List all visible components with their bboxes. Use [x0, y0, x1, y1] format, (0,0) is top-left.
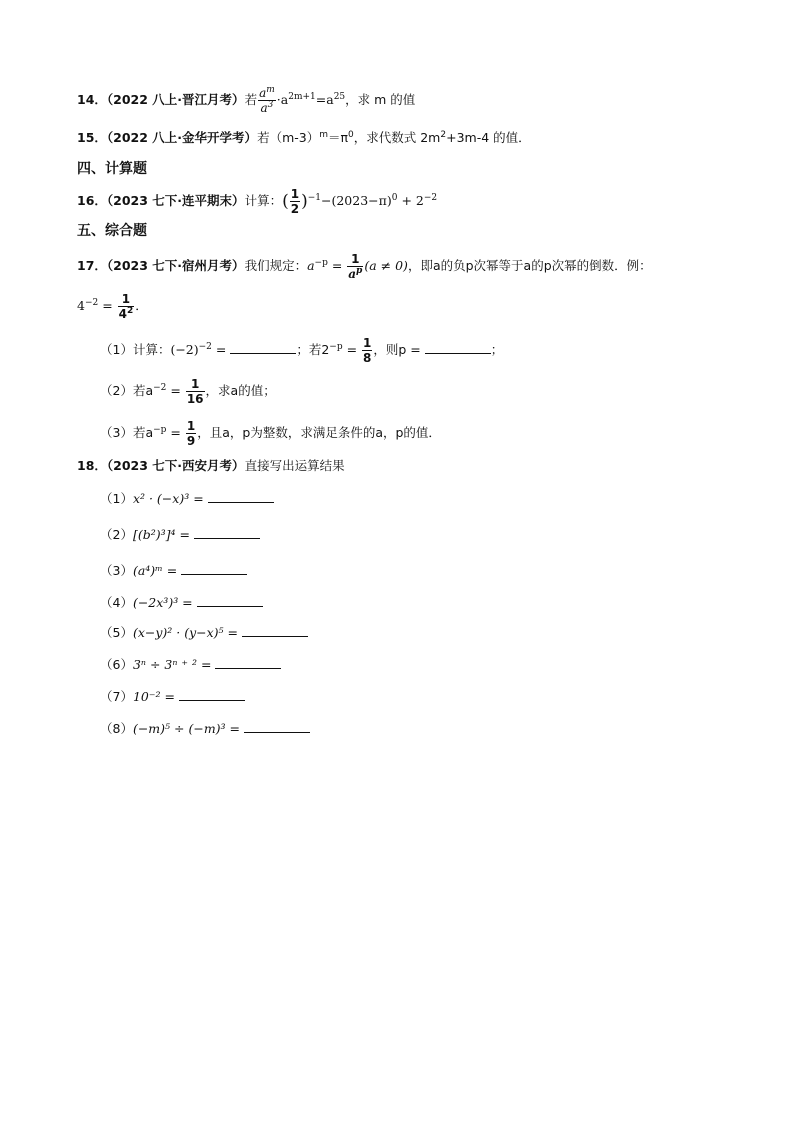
question-18-item: （3）(a⁴)ᵐ = — [100, 560, 247, 581]
answer-blank[interactable] — [208, 488, 274, 503]
question-source: （2022 八上·晋江月考） — [106, 92, 245, 107]
answer-blank[interactable] — [242, 622, 308, 637]
question-18-item: （2）[(b²)³]⁴ = — [100, 524, 260, 545]
fraction: $\frac{a^m}{a^3}$ — [259, 85, 275, 115]
question-18: 18．（2023 七下·西安月考）直接写出运算结果 — [77, 458, 345, 473]
fraction: $\frac{1}{a^p}$ — [348, 252, 363, 281]
section-heading-4: 四、计算题 — [77, 161, 147, 177]
fraction: $\frac{1}{4^2}$ — [118, 292, 134, 321]
question-18-item: （7）10⁻² = — [100, 686, 245, 707]
question-18-item: （1）x² · (−x)³ = — [100, 488, 274, 509]
answer-blank[interactable] — [215, 654, 281, 669]
fraction: $\frac{1}{8}$ — [363, 336, 372, 365]
answer-blank[interactable] — [425, 339, 491, 354]
fraction: $\frac{1}{9}$ — [186, 419, 196, 448]
question-17: 17．（2023 七下·宿州月考）我们规定：$a^{-p}$ = $\frac{1}{a^p}$ (a ≠ 0)，即a的负p次幂等于a的p次幂的倒数．例： — [77, 252, 652, 281]
question-18-item: （6）3ⁿ ÷ 3ⁿ ⁺ ² = — [100, 654, 281, 675]
question-source: （2023 七下·宿州月考） — [106, 258, 245, 273]
question-source: （2023 七下·连平期末） — [106, 193, 245, 208]
question-text: 若 — [244, 92, 258, 107]
question-number: 18． — [77, 458, 107, 473]
question-16: 16．（2023 七下·连平期末）计算：( $\frac{1}{2}$ )$^{-1}-(2023-\pi)^0 + 2^{-2}$ — [77, 187, 438, 216]
answer-blank[interactable] — [244, 718, 310, 733]
question-15: 15．（2022 八上·金华开学考）若$(m-3)^m=\pi^0$，求代数式 $2m^2+3m-4$ 的值． — [77, 129, 531, 145]
fraction: $\frac{1}{2}$ — [290, 187, 300, 216]
answer-blank[interactable] — [230, 339, 296, 354]
section-heading-5: 五、综合题 — [77, 223, 147, 239]
question-17-example: $4^{-2}$ = $\frac{1}{4^2}$ ． — [77, 292, 148, 321]
question-17-part-2: （2）若$a^{-2}$ = $\frac{1}{16}$ ，求a的值； — [100, 377, 276, 406]
question-source: （2023 七下·西安月考） — [106, 458, 245, 473]
question-number: 17． — [77, 258, 107, 273]
question-number: 16． — [77, 193, 107, 208]
question-18-item: （4）(−2x³)³ = — [100, 592, 263, 613]
question-number: 15． — [77, 130, 107, 145]
answer-blank[interactable] — [181, 560, 247, 575]
answer-blank[interactable] — [194, 524, 260, 539]
answer-blank[interactable] — [179, 686, 245, 701]
question-14: 14．（2022 八上·晋江月考）若 $\frac{a^m}{a^3}$ $\cdot a^{2m+1}=a^{25}$，求 m 的值 — [77, 85, 416, 115]
question-17-part-3: （3）若$a^{-p}$ = $\frac{1}{9}$ ，且a，p为整数，求满足条件的a，p的值． — [100, 419, 441, 448]
question-source: （2022 八上·金华开学考） — [106, 130, 258, 145]
question-number: 14． — [77, 92, 107, 107]
answer-blank[interactable] — [197, 592, 263, 607]
question-18-item: （5）(x−y)² · (y−x)⁵ = — [100, 622, 308, 643]
question-17-part-1: （1）计算：$(-2)^{-2}$ = ；若$2^{-p}$ = $\frac{1}{8}$ ，则p = ； — [100, 336, 504, 365]
question-18-item: （8）(−m)⁵ ÷ (−m)³ = — [100, 718, 310, 739]
fraction: $\frac{1}{16}$ — [186, 377, 204, 406]
